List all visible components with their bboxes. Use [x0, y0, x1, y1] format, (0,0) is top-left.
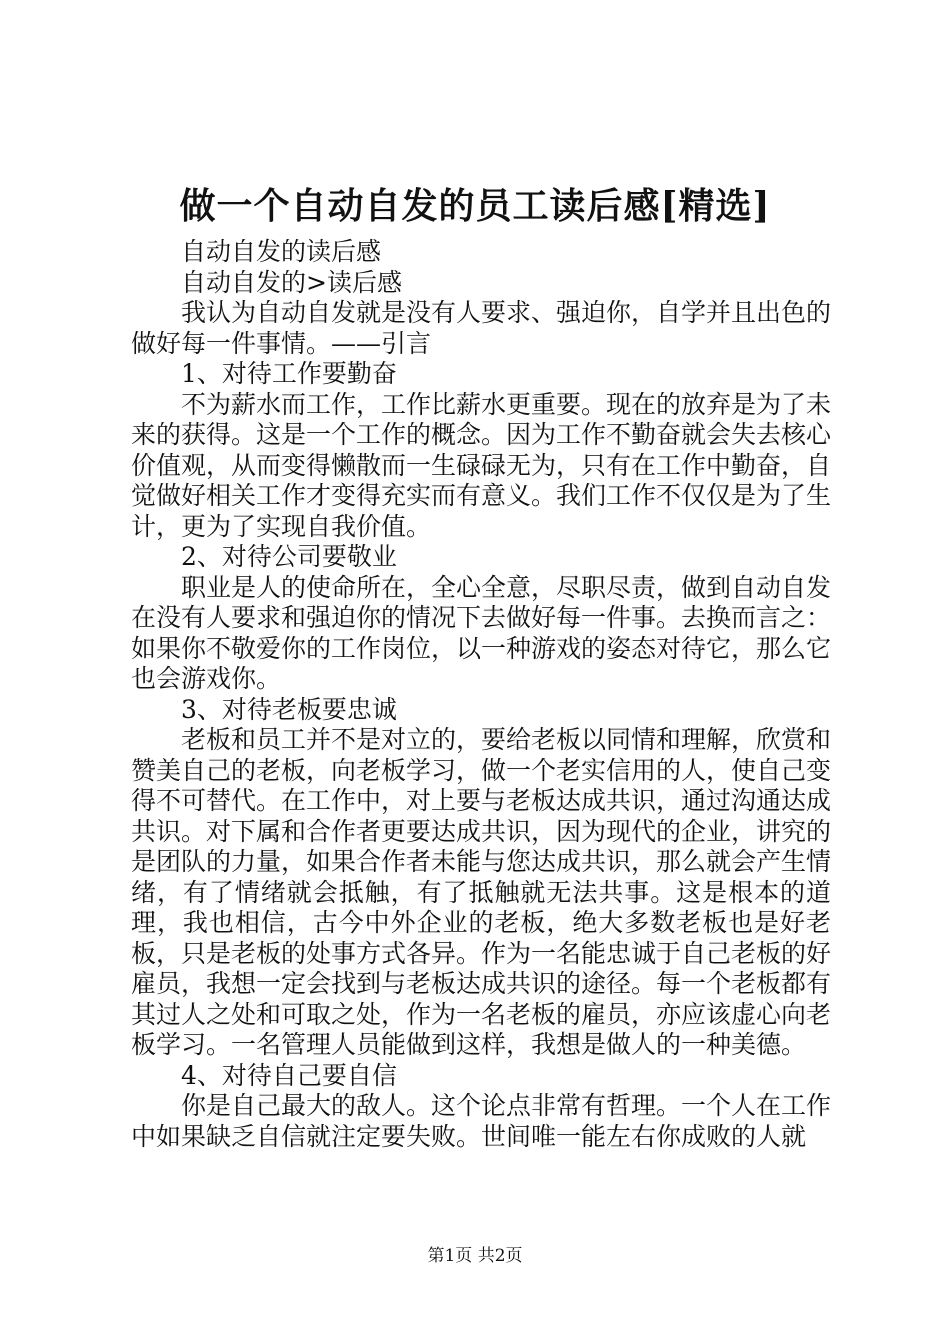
body-paragraph: 不为薪水而工作，工作比薪水更重要。现在的放弃是为了未来的获得。这是一个工作的概念。因为工作不勤奋就会失去核心价值观，从而变得懒散而一生碌碌无为，只有在工作中勤奋，自觉做好相关工作才变得充实而有意义。我们工作不仅仅是为了生计，更为了实现自我价值。 — [131, 389, 832, 541]
section-heading: 1、对待工作要勤奋 — [181, 359, 397, 388]
body-paragraph: 职业是人的使命所在，全心全意，尽职尽责，做到自动自发在没有人要求和强迫你的情况下去做好每一件事。去换而言之：如果你不敬爱你的工作岗位，以一种游戏的姿态对待它，那么它也会游戏你。 — [131, 572, 832, 693]
body-paragraph: 老板和员工并不是对立的，要给老板以同情和理解，欣赏和赞美自己的老板，向老板学习，做一个老实信用的人，使自己变得不可替代。在工作中，对上要与老板达成共识，通过沟通达成共识。对下属和合作者更要达成共识，因为现代的企业，讲究的是团队的力量，如果合作者未能与您达成共识，那么就会产生情绪，有了情绪就会抵触，有了抵触就无法共事。这是根本的道理，我也相信，古今中外企业的老板，绝大多数老板也是好老板，只是老板的处事方式各异。作为一名能忠诚于自己老板的好雇员，我想一定会找到与老板达成共识的途径。每一个老板都有其过人之处和可取之处，作为一名老板的雇员，亦应该虚心向老板学习。一名管理人员能做到这样，我想是做人的一种美德。 — [131, 725, 832, 1059]
section-heading: 2、对待公司要敬业 — [181, 542, 397, 571]
page-title: 做一个自动自发的员工读后感[精选] — [179, 185, 771, 227]
section-heading: 4、对待自己要自信 — [181, 1060, 397, 1090]
page-number-footer: 第1页 共2页 — [427, 1246, 523, 1266]
subtitle-line: 自动自发的>读后感 — [181, 267, 402, 297]
intro-paragraph: 我认为自动自发就是没有人要求、强迫你，自学并且出色的做好每一件事情。——引言 — [131, 298, 832, 358]
document-body — [131, 237, 831, 1152]
section-heading: 3、对待老板要忠诚 — [181, 694, 397, 724]
subtitle-line: 自动自发的读后感 — [181, 237, 382, 266]
body-paragraph: 你是自己最大的敌人。这个论点非常有哲理。一个人在工作中如果缺乏自信就注定要失败。世间唯一能左右你成败的人就 — [131, 1091, 832, 1151]
